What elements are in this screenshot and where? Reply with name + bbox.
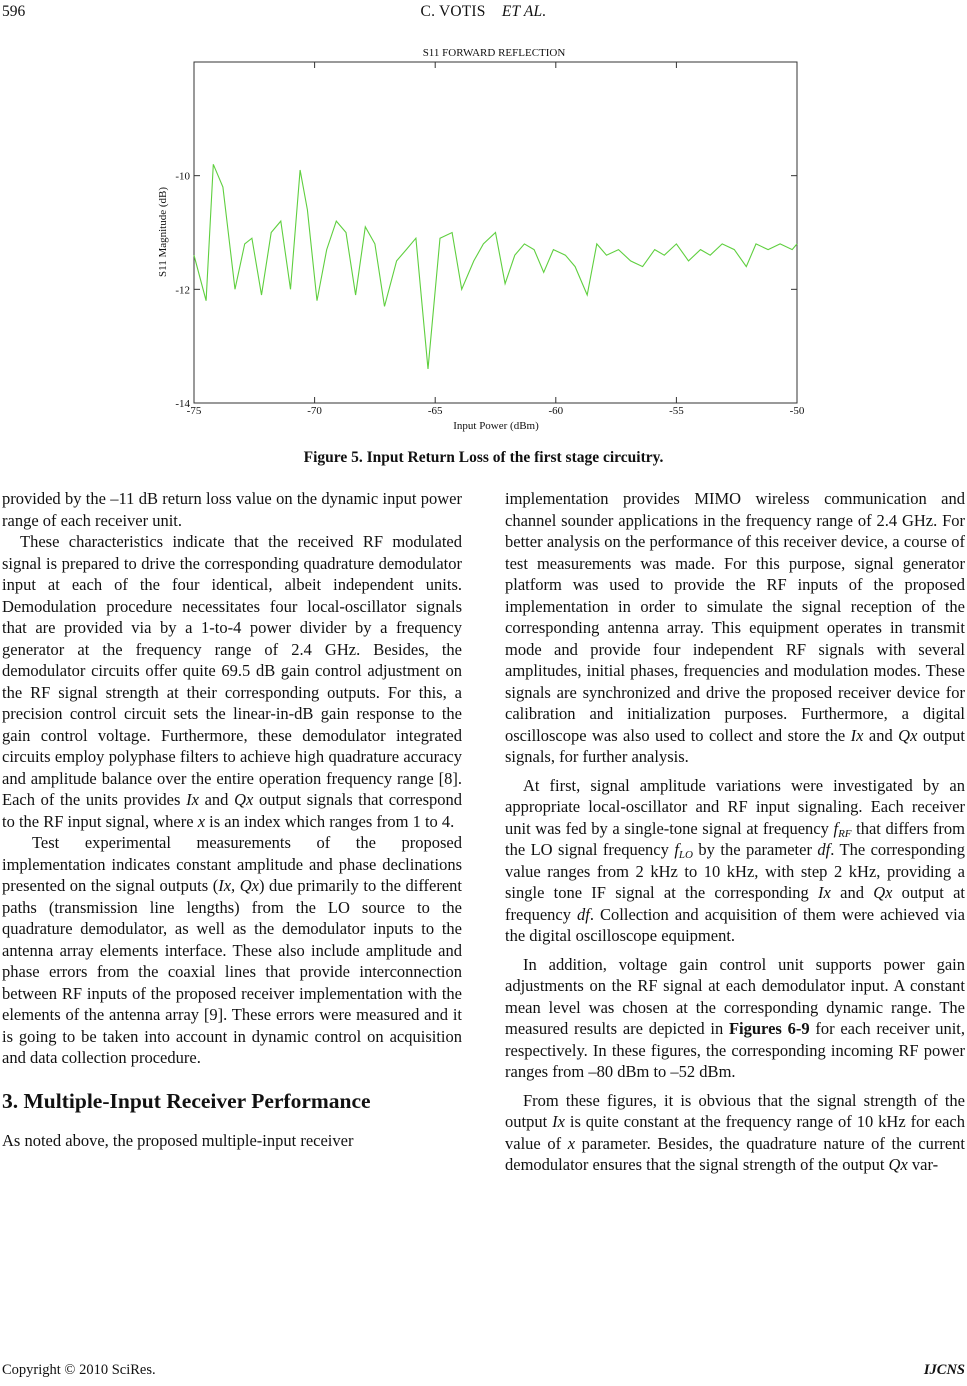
- right-column: [505, 488, 965, 1183]
- series-line: [194, 164, 797, 369]
- y-axis-label: S11 Magnitude (dB): [157, 186, 169, 278]
- left-paragraph-4: As noted above, the proposed multiple-input receiver: [2, 1131, 354, 1150]
- x-tick-label: -75: [186, 405, 202, 417]
- x-tick-label: -55: [669, 405, 684, 417]
- s11-chart: [150, 40, 830, 440]
- running-head: [0, 3, 967, 25]
- figure-5: [150, 40, 830, 440]
- figure-caption: Figure 5. Input Return Loss of the first stage circuitry.: [303, 449, 664, 466]
- x-tick-label: -50: [789, 405, 805, 417]
- y-tick-label: -14: [175, 398, 190, 410]
- y-axis-ticks: [175, 171, 797, 410]
- left-paragraph-3: Test experimental measurements of the proposed implementation indicates constant amplitude and phase declinations presented on the signal outputs (Ix, Qx) due primarily to the different paths (transmission line lengths) from the LO source to the quadrature demodulator, as well as the demodulator inputs to the antenna array elements interface. These also include amplitude and phase errors from the coaxial lines that provide interconnection between RF inputs of the proposed receiver implementation with the elements of the antenna array [9]. These errors were measured and it is going to be taken into account in dynamic control on acquisition and data collection procedure.: [2, 833, 462, 1067]
- left-paragraph-1: provided by the –11 dB return loss value on the dynamic input power range of each receiver unit.: [2, 489, 462, 530]
- left-column: [2, 488, 462, 1152]
- x-tick-label: -65: [427, 405, 443, 417]
- authors-name: C. VOTIS: [420, 3, 486, 20]
- right-paragraph-4: From these figures, it is obvious that the signal strength of the output Ix is quite constant at the frequency range of 10 kHz for each value of x parameter. Besides, the quadrature nature of the current demodulator ensures that the signal strength of the output Qx var-: [505, 1090, 965, 1174]
- authors-etal: ET AL.: [501, 3, 547, 20]
- x-axis-label: Input Power (dBm): [453, 420, 539, 432]
- right-paragraph-3: In addition, voltage gain control unit supports power gain adjustments on the RF signal at each demodulator input. A constant mean level was chosen at the corresponding dynamic range. The measured results are depicted in Figures 6-9 for each receiver unit, respectively. In these figures, the corresponding incoming RF power ranges from –80 dBm to –52 dBm.: [505, 954, 966, 1081]
- chart-title: S11 FORWARD REFLECTION: [422, 47, 566, 59]
- left-paragraph-2: These characteristics indicate that the received RF modulated signal is prepared to drive the corresponding quadrature demodulator input at each of the four identical, albeit independent units. Demodulation procedure necessitates four local-oscillator signals that are provided via by a 1-to-4 power divider by a frequency generator at the frequency range of 2.4 GHz. Besides, the demodulator circuits offer quite 69.5 dB gain control adjustment on the RF signal strength at their corresponding outputs. For this, a precision control circuit sets the linear-in-dB gain response to the gain control voltage. Furthermore, these demodulator integrated circuits employ polyphase filters to achieve high quadrature accuracy and amplitude balance over the entire operation frequency range [8]. Each of the units provides Ix and Qx output signals that correspond to the RF input signal, where x is an index which ranges from 1 to 4.: [2, 532, 462, 831]
- section-heading: 3. Multiple-Input Receiver Performance: [2, 1088, 371, 1113]
- copyright: Copyright © 2010 SciRes.: [2, 1362, 156, 1378]
- y-tick-label: -12: [175, 284, 190, 297]
- page-footer: [0, 1362, 967, 1382]
- y-tick-label: -10: [175, 170, 190, 183]
- figures-reference[interactable]: Figures 6-9: [728, 1019, 810, 1038]
- x-tick-label: -70: [307, 405, 322, 417]
- right-paragraph-2: At first, signal amplitude variations were investigated by an appropriate local-oscillator and RF input signaling. Each receiver unit was fed by a single-tone signal at frequency $f_{RF}$ that differs from the LO signal frequency $f_{LO}$ by the parameter df. The corresponding value ranges from 2 kHz to 10 kHz, with step 2 kHz, providing a single tone IF signal at the corresponding Ix and Qx output at frequency df. Collection and acquisition of them were achieved via the digital oscilloscope equipment.: [505, 775, 966, 945]
- right-paragraph-1: implementation provides MIMO wireless communication and channel sounder applications in the frequency range of 2.4 GHz. For better analysis on the performance of this receiver device, a course of test measurements was made. For this purpose, signal generator platform was used to provide the RF inputs of the proposed implementation in order to simulate the signal reception of the corresponding antenna array. This equipment operates in transmit mode and provide four independent RF signals with several amplitudes, initial phases, frequencies and modulation modes. These signals are synchronized and drive the proposed receiver device for calibration and initialization purposes. Furthermore, a digital oscilloscope was also used to collect and store the Ix and Qx output signals, for further analysis.: [505, 489, 966, 766]
- x-tick-label: -60: [548, 405, 564, 417]
- running-head-authors: [0, 3, 967, 21]
- x-axis-ticks: [187, 62, 805, 417]
- page-number: 596: [2, 3, 26, 20]
- journal-name: IJCNS: [923, 1362, 965, 1378]
